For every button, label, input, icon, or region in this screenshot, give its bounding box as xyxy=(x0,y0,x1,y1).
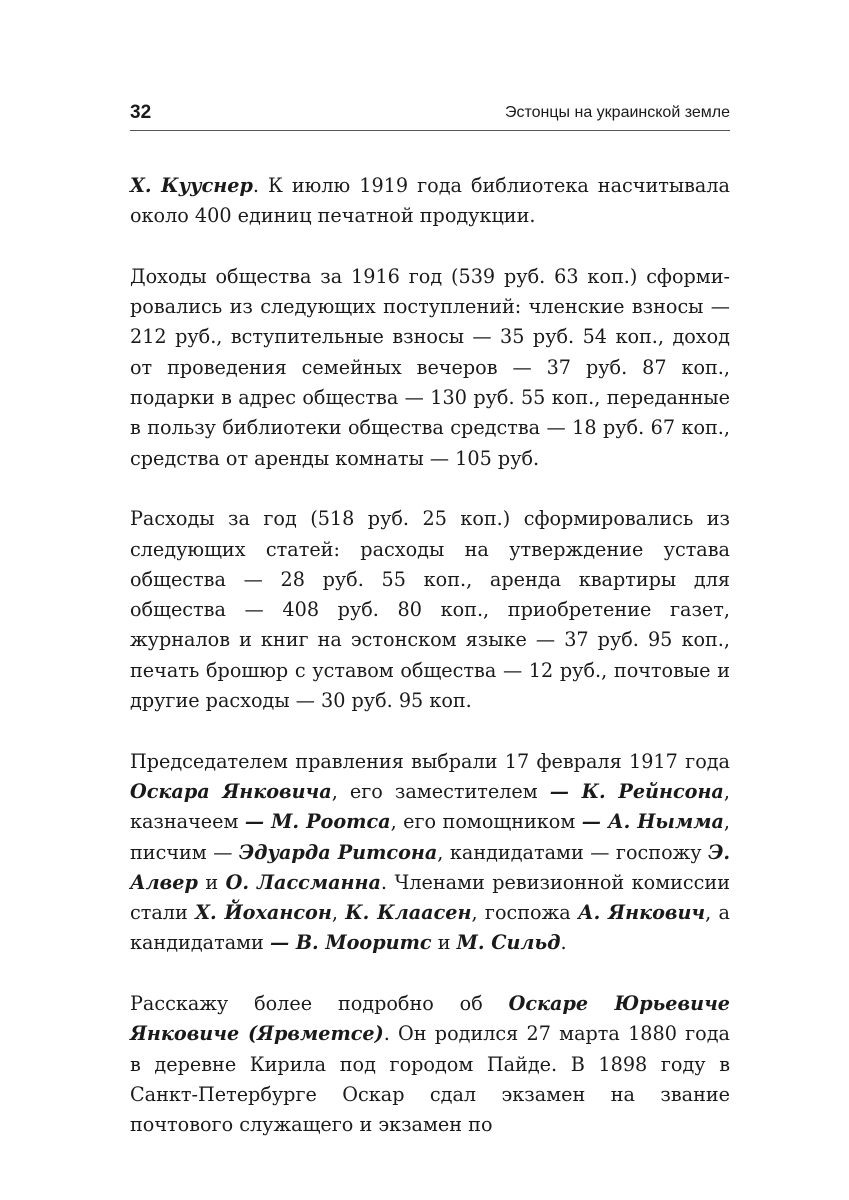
text-run: и xyxy=(431,931,457,955)
emphasized-name: Х. Йохансон xyxy=(195,901,332,925)
text-run: , госпожа xyxy=(471,901,578,925)
emphasized-name: — К. Рейнсона xyxy=(549,779,724,803)
text-run: , казначеем xyxy=(130,779,730,834)
emphasized-name: К. Клаасен xyxy=(345,901,472,925)
emphasized-name: — А. Нымма xyxy=(581,810,724,834)
paragraph-5 xyxy=(130,989,730,1140)
text-run: . К июлю 1919 года библиотека насчитывала около 400 единиц печатной продукции. xyxy=(130,174,731,228)
paragraph-1 xyxy=(130,171,730,232)
page-number: 32 xyxy=(130,102,152,123)
text-run: , его помощником xyxy=(390,810,582,834)
body-text xyxy=(130,171,730,1141)
emphasized-name: Оскара Янковича xyxy=(130,779,332,803)
text-run: . xyxy=(560,931,567,955)
emphasized-name: О. Лассманна xyxy=(225,870,381,894)
text-run: и xyxy=(197,870,226,894)
paragraph-2 xyxy=(130,262,730,474)
emphasized-name: — М. Роотса xyxy=(244,810,391,834)
text-run: Расскажу более подробно об xyxy=(130,992,509,1016)
text-run: . Членами ревизионной комиссии стали xyxy=(130,870,730,925)
text-run: , xyxy=(331,901,346,925)
emphasized-name: А. Янкович xyxy=(577,901,706,925)
running-title: Эстонцы на украинской земле xyxy=(505,104,730,121)
text-run: . Он родился 27 марта 1880 года в деревне Кирила под городом Пайде. В 1898 году в Санкт-Петербурге Оскар сдал экзамен на звание почтового служащего и экзамен по xyxy=(130,1022,730,1137)
text-run: Председателем правления выбрали 17 февраля 1917 года xyxy=(130,749,730,773)
emphasized-name: Х. Кууснер xyxy=(130,174,253,197)
text-run: , писчим — xyxy=(130,810,730,864)
text-run: , его заместителем xyxy=(331,779,550,803)
text-run: , кандидатами — госпожу xyxy=(437,840,709,864)
paragraph-3 xyxy=(130,504,730,716)
page-header xyxy=(130,98,730,131)
text-run: , а кандидатами xyxy=(130,901,730,955)
text-run: Доходы общества за 1916 год (539 руб. 63 коп.) сформировались из следующих поступлений: членские взносы — 212 руб., вступительные взносы — 35 руб. 54 коп., доход от проведения семейных вечеров — 37 руб. 87 коп., подарки в адрес общества — 130 руб. 55 коп., переданные в пользу библиотеки общества средства — 18 руб. 67 коп., средства от аренды комнаты — 105 руб. xyxy=(130,264,730,470)
emphasized-name: Оскаре Юрьевиче Янковиче (Ярвметсе) xyxy=(130,992,730,1046)
text-run: Расходы за год (518 руб. 25 коп.) сформировались из следующих статей: расходы на утверждение устава общества — 28 руб. 55 коп., аренда квартиры для общества — 408 руб. 80 коп., приобретение газет, журналов и книг на эстонском языке — 37 руб. 95 коп., печать брошюр с уставом общества — 12 руб., почтовые и другие расходы — 30 руб. 95 коп. xyxy=(130,507,730,713)
emphasized-name: Э. Алвер xyxy=(130,840,731,894)
emphasized-name: М. Сильд xyxy=(456,931,561,955)
emphasized-name: — В. Мооритс xyxy=(269,931,432,955)
emphasized-name: Эдуарда Ритсона xyxy=(238,840,438,864)
paragraph-4 xyxy=(130,747,730,959)
